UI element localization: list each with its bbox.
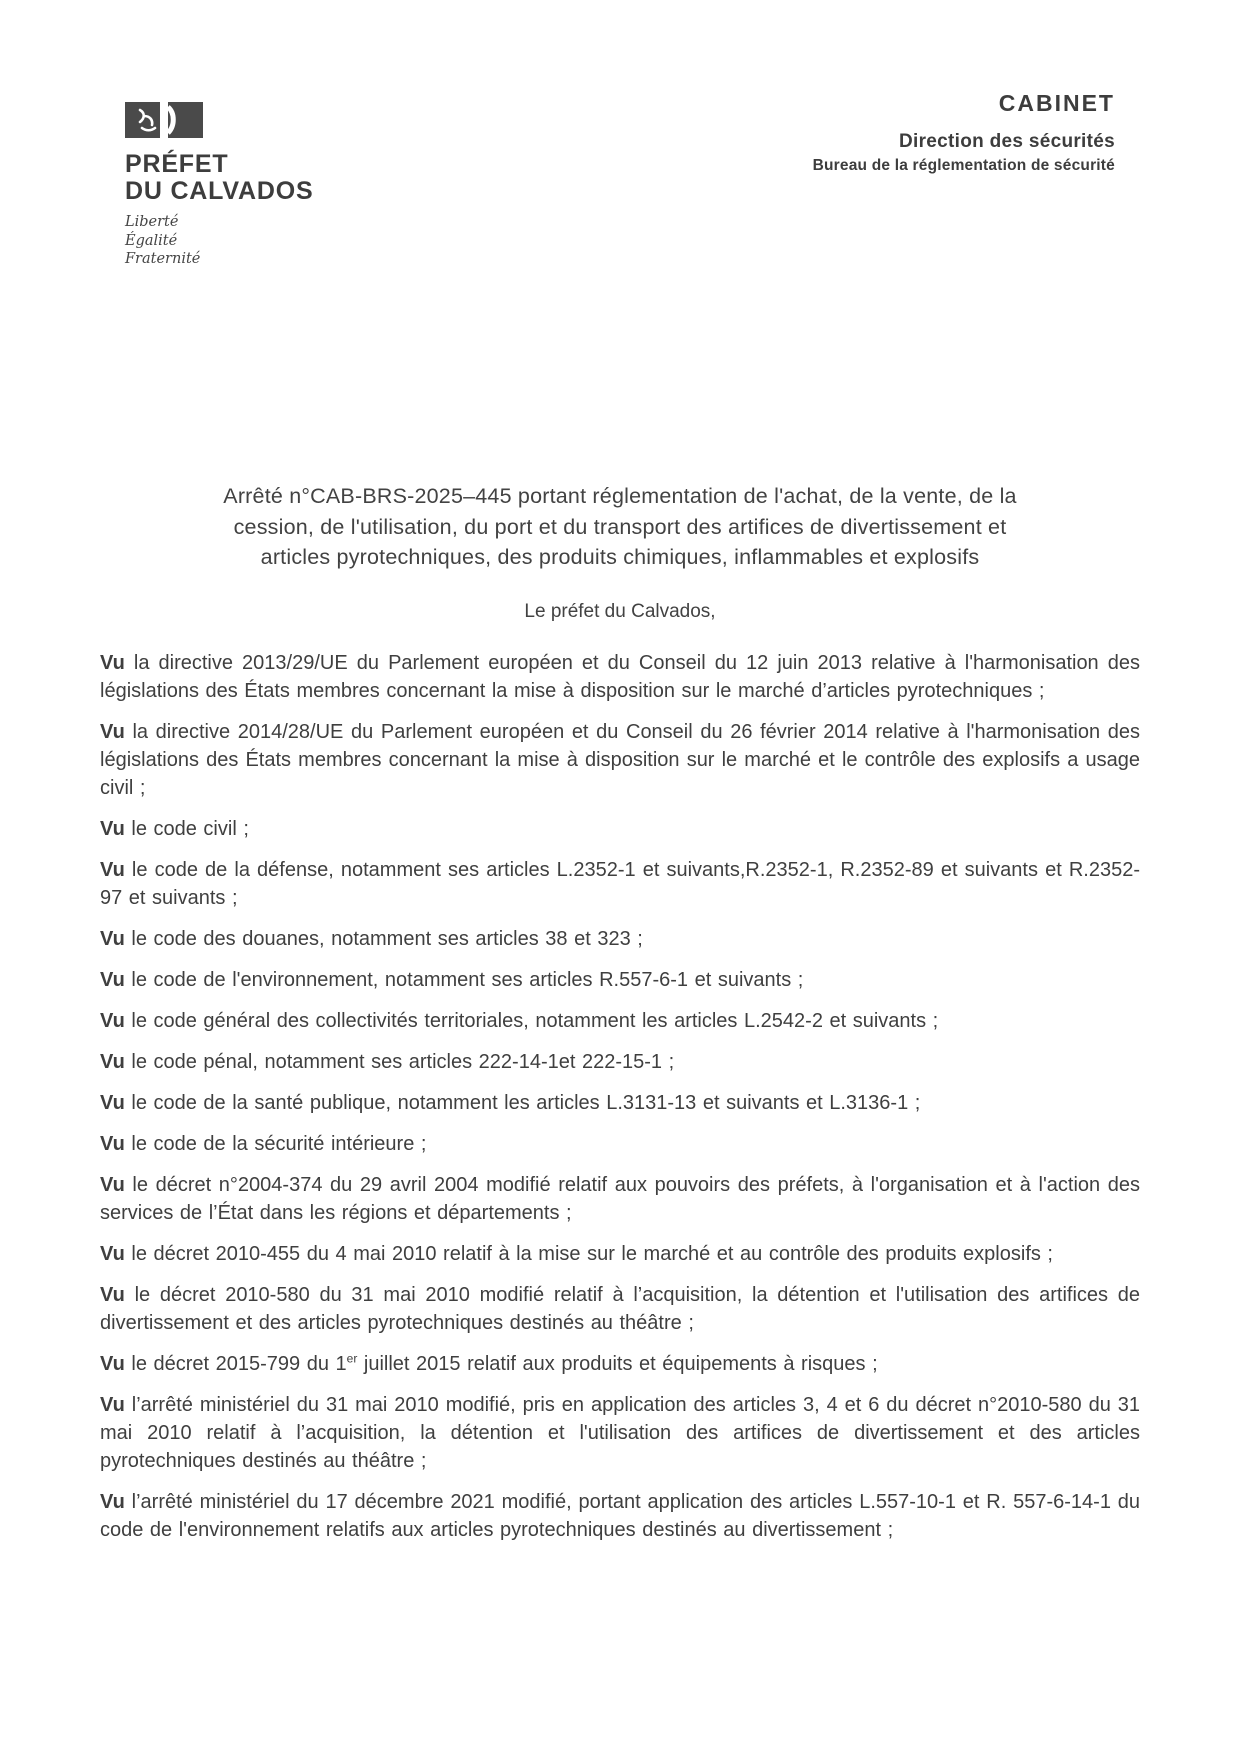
vu-lead: Vu: [100, 1394, 125, 1416]
prefecture-logo-block: [125, 100, 385, 269]
vu-lead: Vu: [100, 818, 125, 840]
marianne-flag-icon: [125, 100, 385, 145]
vu-paragraph: Vu le code civil ;: [100, 818, 249, 840]
body-paragraphs: [100, 649, 1140, 1557]
service-cabinet: CABINET: [998, 90, 1115, 116]
vu-lead: Vu: [100, 652, 125, 674]
vu-lead: Vu: [100, 1092, 125, 1114]
vu-lead: Vu: [100, 1174, 125, 1196]
vu-lead: Vu: [100, 928, 125, 950]
prefecture-name-line2: DU CALVADOS: [125, 177, 314, 205]
vu-paragraph: Vu le décret 2015-799 du 1er juillet 2015 relatif aux produits et équipements à risques ;: [100, 1351, 878, 1375]
vu-lead: Vu: [100, 1133, 125, 1155]
vu-lead: Vu: [100, 1284, 125, 1306]
vu-paragraph: Vu le code pénal, notamment ses articles 222-14-1et 222-15-1 ;: [100, 1051, 675, 1073]
vu-paragraph: Vu le code de la santé publique, notamment les articles L.3131-13 et suivants et L.3136-1 ;: [100, 1092, 921, 1114]
republic-motto: [125, 213, 385, 269]
vu-lead: Vu: [100, 1010, 125, 1032]
title: [100, 481, 1140, 573]
vu-paragraph: Vu le code de l'environnement, notamment ses articles R.557-6-1 et suivants ;: [100, 969, 804, 991]
vu-lead: Vu: [100, 721, 125, 743]
vu-lead: Vu: [100, 1051, 125, 1073]
motto-fraternite: Fraternité: [125, 251, 201, 267]
vu-paragraph: Vu l’arrêté ministériel du 17 décembre 2021 modifié, portant application des articles L.557-10-1 et R. 557-6-14-1 du code de l'environnement relatifs aux articles pyrotechniques destinés au divertissement ;: [100, 1491, 1140, 1541]
title-line: articles pyrotechniques, des produits chimiques, inflammables et explosifs: [260, 545, 980, 569]
vu-paragraph: Vu le code général des collectivités territoriales, notamment les articles L.2542-2 et suivants ;: [100, 1010, 939, 1032]
prefecture-name-line1: PRÉFET: [125, 150, 229, 178]
vu-lead: Vu: [100, 859, 125, 881]
vu-lead: Vu: [100, 1353, 125, 1375]
title-line: cession, de l'utilisation, du port et du transport des artifices de divertissement et: [233, 514, 1007, 539]
vu-paragraph: Vu l’arrêté ministériel du 31 mai 2010 modifié, pris en application des articles 3, 4 et 6 du décret n°2010-580 du 31 mai 2010 relatif à l’acquisition, la détention et l'utilisation des artifices de divertissement et des articles pyrotechniques destinés au théâtre ;: [100, 1394, 1140, 1472]
vu-paragraph: Vu le code de la défense, notamment ses articles L.2352-1 et suivants,R.2352-1, R.2352-89 et suivants et R.2352-97 et suivants ;: [100, 859, 1140, 909]
motto-liberte: Liberté: [125, 214, 179, 230]
vu-paragraph: Vu le décret n°2004-374 du 29 avril 2004 modifié relatif aux pouvoirs des préfets, à l'organisation et à l'action des services de l’État dans les régions et départements ;: [100, 1174, 1140, 1224]
vu-paragraph: Vu la directive 2014/28/UE du Parlement européen et du Conseil du 26 février 2014 relative à l'harmonisation des législations des États membres concernant la mise à disposition sur le marché et le contrôle des explosifs a usage civil ;: [100, 721, 1140, 799]
motto-egalite: Égalité: [125, 232, 178, 249]
vu-paragraph: Vu le décret 2010-580 du 31 mai 2010 modifié relatif à l’acquisition, la détention et l'utilisation des artifices de divertissement et des articles pyrotechniques destinés au théâtre ;: [100, 1284, 1140, 1334]
vu-lead: Vu: [100, 969, 125, 991]
salutation: Le préfet du Calvados,: [524, 601, 716, 622]
vu-lead: Vu: [100, 1491, 125, 1513]
prefecture-name: [125, 151, 385, 205]
issuing-service-block: [813, 90, 1115, 175]
vu-paragraph: Vu le code de la sécurité intérieure ;: [100, 1133, 427, 1155]
title-line: Arrêté n°CAB-BRS-2025–445 portant réglementation de l'achat, de la vente, de la: [223, 484, 1017, 508]
vu-paragraph: Vu le décret 2010-455 du 4 mai 2010 relatif à la mise sur le marché et au contrôle des produits explosifs ;: [100, 1243, 1053, 1265]
vu-paragraph: Vu la directive 2013/29/UE du Parlement européen et du Conseil du 12 juin 2013 relative à l'harmonisation des législations des États membres concernant la mise à disposition sur le marché d’articles pyrotechniques ;: [100, 652, 1140, 702]
vu-paragraph: Vu le code des douanes, notamment ses articles 38 et 323 ;: [100, 928, 643, 950]
vu-lead: Vu: [100, 1243, 125, 1265]
service-bureau: Bureau de la réglementation de sécurité: [812, 157, 1115, 174]
service-direction: Direction des sécurités: [899, 131, 1115, 152]
